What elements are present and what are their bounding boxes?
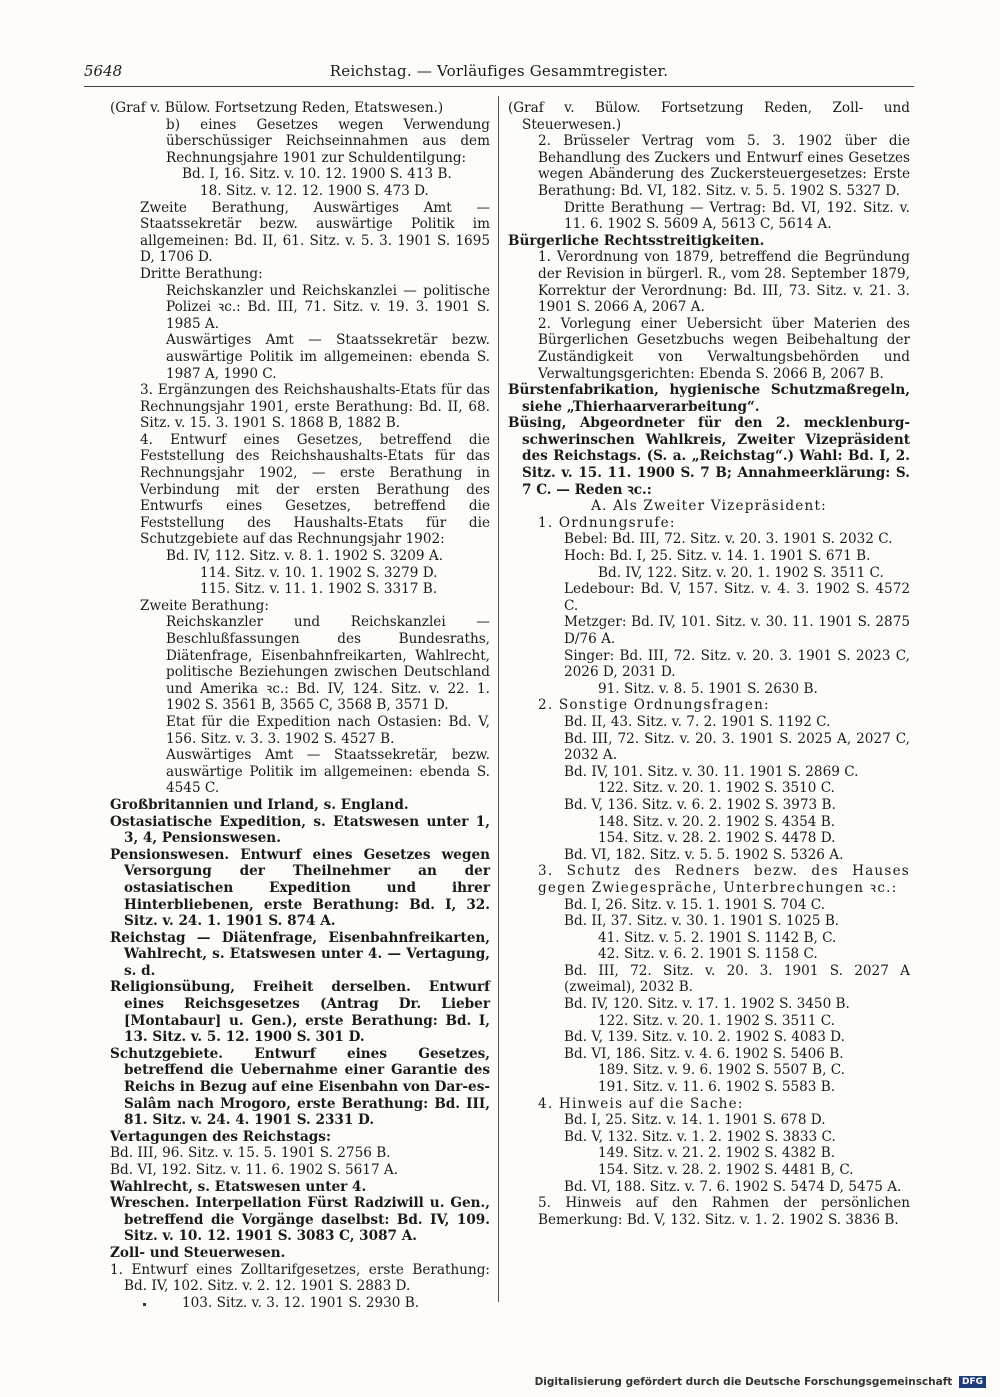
index-entry: 114. Sitz. v. 10. 1. 1902 S. 3279 D. — [200, 564, 438, 581]
index-entry: Reichstag — Diätenfrage, Eisenbahnfreikarten, Wahlrecht, s. Etatswesen unter 4. — Vertagung, s. d. — [110, 929, 490, 979]
running-header — [84, 62, 914, 87]
index-entry: Singer: Bd. III, 72. Sitz. v. 20. 3. 1901 S. 2023 C, 2026 D, 2031 D. — [564, 647, 910, 681]
index-entry: Schutzgebiete. Entwurf eines Gesetzes, betreffend die Uebernahme einer Garantie des Reichs in Bezug auf eine Eisenbahn von Dar-es-Salâm nach Mrogoro, erste Berathung: Bd. III, 81. Sitz. v. 24. 4. 1901 S. 2331 D. — [110, 1045, 490, 1129]
index-entry: 189. Sitz. v. 9. 6. 1902 S. 5507 B, C. — [598, 1062, 845, 1079]
index-entry: Bürgerliche Rechtsstreitigkeiten. — [508, 232, 765, 249]
index-entry: 1. Verordnung von 1879, betreffend die Begründung der Revision in bürgerl. R., vom 28. September 1879, Korrektur der Verordnung: Bd. III, 73. Sitz. v. 21. 3. 1901 S. 2066 A, 2067 A. — [538, 249, 910, 316]
running-title: Reichstag. — Vorläufiges Gesammtregister. — [329, 62, 669, 80]
index-entry: 4. Hinweis auf die Sache: — [538, 1095, 744, 1112]
index-entry: Bd. VI, 182. Sitz. v. 5. 5. 1902 S. 5326 A. — [564, 846, 844, 863]
index-entry: Bd. III, 72. Sitz. v. 20. 3. 1901 S. 2025 A, 2027 C, 2032 A. — [564, 730, 910, 764]
index-entry: Dritte Berathung — Vertrag: Bd. VI, 192. Sitz. v. 11. 6. 1902 S. 5609 A, 5613 C, 5614 A. — [564, 199, 910, 233]
index-entry: b) eines Gesetzes wegen Verwendung überschüssiger Reichseinnahmen aus dem Rechnungsjahre 1901 zur Schuldentilgung: — [166, 116, 490, 166]
left-column — [110, 100, 490, 1311]
index-entry: Auswärtiges Amt — Staatssekretär bezw. auswärtige Politik im allgemeinen: ebenda S. 1987 A, 1990 C. — [166, 332, 490, 382]
index-entry: Wahlrecht, s. Etatswesen unter 4. — [110, 1178, 367, 1195]
index-entry: Pensionswesen. Entwurf eines Gesetzes wegen Versorgung der Theilnehmer an der ostasiatischen Expedition und ihrer Hinterbliebenen, erste Berathung: Bd. I, 32. Sitz. v. 24. 1. 1901 S. 874 A. — [110, 846, 490, 930]
index-entry: Ledebour: Bd. V, 157. Sitz. v. 4. 3. 1902 S. 4572 C. — [564, 581, 910, 614]
margin-dot — [143, 1303, 146, 1306]
index-entry: Bd. IV, 122. Sitz. v. 20. 1. 1902 S. 3511 C. — [598, 564, 884, 581]
index-entry: 148. Sitz. v. 20. 2. 1902 S. 4354 B. — [598, 813, 836, 830]
index-entry: Hoch: Bd. I, 25. Sitz. v. 14. 1. 1901 S. 671 B. — [564, 548, 871, 565]
dfg-logo: DFG — [959, 1376, 986, 1388]
index-entry: Vertagungen des Reichstags: — [110, 1128, 331, 1145]
index-entry: 91. Sitz. v. 8. 5. 1901 S. 2630 B. — [598, 680, 818, 697]
index-entry: Großbritannien und Irland, s. England. — [110, 796, 409, 813]
index-entry: 41. Sitz. v. 5. 2. 1901 S. 1142 B, C. — [598, 929, 837, 946]
index-entry: Bd. IV, 120. Sitz. v. 17. 1. 1902 S. 3450 B. — [564, 996, 850, 1013]
index-entry: Bd. V, 132. Sitz. v. 1. 2. 1902 S. 3833 C. — [564, 1128, 836, 1145]
index-entry: 4. Entwurf eines Gesetzes, betreffend die Feststellung des Reichshaushalts-Etats für das Rechnungsjahr 1902, — erste Berathung in Verbindung mit der ersten Berathung des Entwurfs eines Gesetzes, betreffend die Feststellung des Haushalts-Etats für die Schutzgebiete auf das Rechnungsjahr 1902: — [140, 431, 490, 548]
index-entry: 42. Sitz. v. 6. 2. 1901 S. 1158 C. — [598, 946, 818, 963]
index-entry: 191. Sitz. v. 11. 6. 1902 S. 5583 B. — [598, 1079, 836, 1096]
page-number: 5648 — [84, 62, 123, 80]
index-entry: Bd. I, 16. Sitz. v. 10. 12. 1900 S. 413 B. — [182, 166, 452, 183]
index-entry: Bd. I, 26. Sitz. v. 15. 1. 1901 S. 704 C. — [564, 896, 826, 913]
index-entry: Religionsübung, Freiheit derselben. Entwurf eines Reichsgesetzes (Antrag Dr. Lieber [Montabaur] u. Gen.), erste Berathung: Bd. I, 13. Sitz. v. 5. 12. 1900 S. 301 D. — [110, 979, 490, 1046]
index-entry: 154. Sitz. v. 28. 2. 1902 S. 4481 B, C. — [598, 1162, 854, 1178]
index-entry: Bd. II, 37. Sitz. v. 30. 1. 1901 S. 1025 B. — [564, 913, 840, 930]
index-entry: 2. Vorlegung einer Uebersicht über Materien des Bürgerlichen Gesetzbuchs wegen Beibehaltung der Zuständigkeit von Verwaltungsbehörden und Verwaltungsgerichten: Ebenda S. 2066 B, 2067 B. — [538, 315, 910, 382]
index-entry: Zoll- und Steuerwesen. — [110, 1244, 286, 1261]
index-entry: 1. Ordnungsrufe: — [538, 514, 676, 531]
index-entry: 18. Sitz. v. 12. 12. 1900 S. 473 D. — [200, 182, 429, 199]
index-entry: 122. Sitz. v. 20. 1. 1902 S. 3510 C. — [598, 780, 835, 797]
index-entry: 103. Sitz. v. 3. 12. 1901 S. 2930 B. — [182, 1294, 420, 1311]
index-entry: (Graf v. Bülow. Fortsetzung Reden, Zoll- und Steuerwesen.) — [508, 100, 910, 133]
index-entry: Bd. VI, 186. Sitz. v. 4. 6. 1902 S. 5406 B. — [564, 1045, 844, 1062]
index-entry: Zweite Berathung: — [140, 597, 269, 614]
index-entry: Reichskanzler und Reichskanzlei — Beschlußfassungen des Bundesraths, Diätenfrage, Eisenbahnfreikarten, Wahlrecht, politische Beziehungen zwischen Deutschland und Amerika ꝛc.: Bd. IV, 124. Sitz. v. 22. 1. 1902 S. 3561 B, 3565 C, 3568 B, 3571 D. — [166, 614, 490, 714]
footer-credit: Digitalisierung gefördert durch die Deutsche Forschungsgemeinschaft — [534, 1376, 953, 1388]
index-entry: Bd. V, 139. Sitz. v. 10. 2. 1902 S. 4083 D. — [564, 1029, 845, 1046]
index-entry: Bürstenfabrikation, hygienische Schutzmaßregeln, siehe „Thierhaarverarbeitung“. — [508, 382, 910, 415]
right-column — [508, 100, 910, 1228]
index-entry: Bd. II, 43. Sitz. v. 7. 2. 1901 S. 1192 C. — [564, 713, 831, 730]
index-entry: Ostasiatische Expedition, s. Etatswesen unter 1, 3, 4, Pensionswesen. — [110, 813, 490, 847]
index-entry: Reichskanzler und Reichskanzlei — politische Polizei ꝛc.: Bd. III, 71. Sitz. v. 19. 3. 1901 S. 1985 A. — [166, 282, 490, 332]
index-entry: 115. Sitz. v. 11. 1. 1902 S. 3317 B. — [200, 581, 438, 598]
index-entry: 5. Hinweis auf den Rahmen der persönlichen Bemerkung: Bd. V, 132. Sitz. v. 1. 2. 1902 S. 3836 B. — [538, 1195, 910, 1228]
index-entry: 122. Sitz. v. 20. 1. 1902 S. 3511 C. — [598, 1012, 835, 1029]
index-entry: 149. Sitz. v. 21. 2. 1902 S. 4382 B. — [598, 1145, 836, 1162]
index-entry: Bd. III, 96. Sitz. v. 15. 5. 1901 S. 2756 B. — [110, 1145, 391, 1162]
footer — [535, 1376, 986, 1388]
index-entry: Bd. IV, 112. Sitz. v. 8. 1. 1902 S. 3209 A. — [166, 548, 444, 565]
index-entry: 3. Ergänzungen des Reichshaushalts-Etats für das Rechnungsjahr 1901, erste Berathung: Bd. II, 68. Sitz. v. 15. 3. 1901 S. 1868 B, 1882 B. — [140, 382, 490, 432]
index-entry: Bd. IV, 101. Sitz. v. 30. 11. 1901 S. 2869 C. — [564, 763, 859, 780]
index-entry: 2. Brüsseler Vertrag vom 5. 3. 1902 über die Behandlung des Zuckers und Entwurf eines Gesetzes wegen Abänderung des Zuckersteuergesetzes: Erste Berathung: Bd. VI, 182. Sitz. v. 5. 5. 1902 S. 5327 D. — [538, 133, 910, 199]
index-entry: 3. Schutz des Redners bezw. des Hauses gegen Zwiegespräche, Unterbrechungen ꝛc.: — [538, 863, 910, 896]
index-entry: Dritte Berathung: — [140, 265, 263, 282]
index-entry: Bd. V, 136. Sitz. v. 6. 2. 1902 S. 3973 B. — [564, 796, 836, 813]
index-entry: Etat für die Expedition nach Ostasien: Bd. V, 156. Sitz. v. 3. 3. 1902 S. 4527 B. — [166, 713, 490, 747]
index-entry: 2. Sonstige Ordnungsfragen: — [538, 697, 770, 714]
index-entry: 1. Entwurf eines Zolltarifgesetzes, erste Berathung: Bd. IV, 102. Sitz. v. 2. 12. 1901 S. 2883 D. — [110, 1261, 490, 1295]
index-entry: Auswärtiges Amt — Staatssekretär, bezw. auswärtige Politik im allgemeinen: ebenda S. 4545 C. — [166, 747, 490, 797]
index-entry: 154. Sitz. v. 28. 2. 1902 S. 4478 D. — [598, 830, 836, 847]
index-entry: Büsing, Abgeordneter für den 2. mecklenburg-schwerinschen Wahlkreis, Zweiter Vizepräsident des Reichstags. (S. a. „Reichstag“.) Wahl: Bd. I, 2. Sitz. v. 15. 11. 1900 S. 7 B; Annahmeerklärung: S. 7 C. — Reden ꝛc.: — [508, 415, 910, 498]
index-entry: Zweite Berathung, Auswärtiges Amt — Staatssekretär bezw. auswärtige Politik im allgemeinen: Bd. II, 61. Sitz. v. 5. 3. 1901 S. 1695 D, 1706 D. — [140, 199, 490, 266]
index-entry: Bebel: Bd. III, 72. Sitz. v. 20. 3. 1901 S. 2032 C. — [564, 531, 893, 548]
index-entry: Wreschen. Interpellation Fürst Radziwill u. Gen., betreffend die Vorgänge daselbst: Bd. IV, 109. Sitz. v. 10. 12. 1901 S. 3083 C, 3087 A. — [110, 1195, 490, 1245]
index-entry: Bd. VI, 188. Sitz. v. 7. 6. 1902 S. 5474 D, 5475 A. — [564, 1178, 902, 1195]
index-entry: Metzger: Bd. IV, 101. Sitz. v. 30. 11. 1901 S. 2875 D/76 A. — [564, 614, 910, 647]
index-entry: Bd. I, 25. Sitz. v. 14. 1. 1901 S. 678 D. — [564, 1112, 826, 1129]
index-entry: Bd. III, 72. Sitz. v. 20. 3. 1901 S. 2027 A (zweimal), 2032 B. — [564, 962, 910, 996]
index-entry: (Graf v. Bülow. Fortsetzung Reden, Etatswesen.) — [110, 100, 444, 116]
index-entry: A. Als Zweiter Vizepräsident: — [591, 498, 827, 515]
index-entry: Bd. VI, 192. Sitz. v. 11. 6. 1902 S. 5617 A. — [110, 1162, 399, 1178]
column-divider — [498, 96, 499, 1302]
